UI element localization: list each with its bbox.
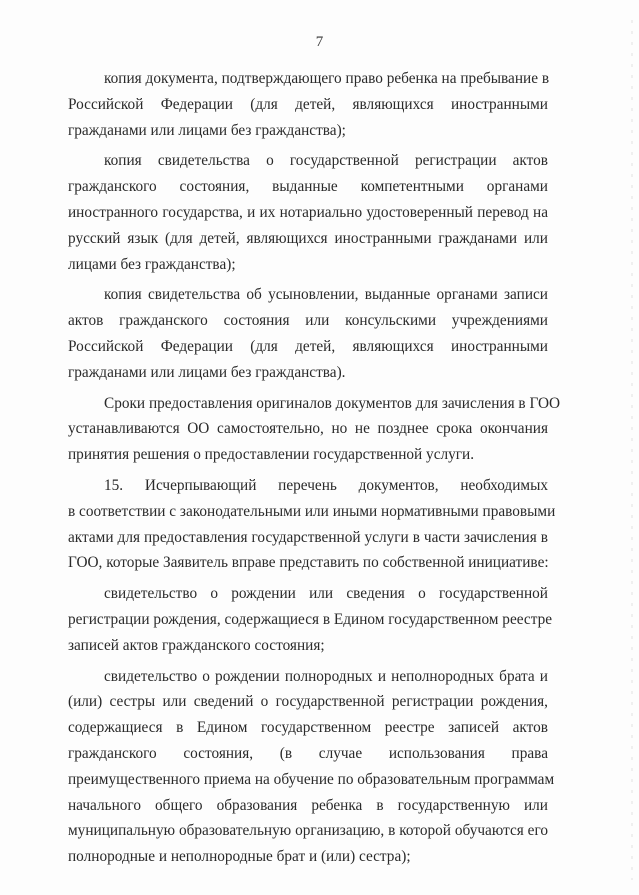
text-line: свидетельство о рождении или сведения о государственной — [104, 585, 548, 603]
page-number: 7 — [315, 34, 324, 50]
document-body — [68, 66, 561, 875]
text-line: гражданами или лицами без гражданства); — [68, 121, 346, 139]
paragraph-sibling-certificate — [68, 664, 555, 870]
text-line: муниципальную образовательную организацию, в которой обучаются его — [68, 822, 548, 840]
paragraph-birth-certificate — [68, 581, 553, 658]
text-line: русский язык (для детей, являющихся иностранными гражданами или — [68, 229, 548, 247]
text-line: свидетельство о рождении полнородных и неполнородных брата и — [104, 667, 548, 685]
text-line: копия свидетельства о государственной регистрации актов — [104, 152, 548, 170]
paragraph-residence-permit — [68, 66, 548, 143]
text-line: записей актов гражданского состояния; — [68, 636, 325, 654]
text-line: гражданского состояния, (в случае использования права — [68, 744, 548, 762]
text-line: преимущественного приема на обучение по образовательным программам — [68, 770, 555, 788]
text-line: начального общего образования ребенка в государственную или — [68, 796, 548, 814]
text-line: регистрации рождения, содержащиеся в Едином государственном реестре — [68, 610, 553, 628]
text-line: копия документа, подтверждающего право ребенка на пребывание в — [104, 70, 550, 87]
text-line: гражданами или лицами без гражданства). — [68, 363, 346, 381]
text-line: актов гражданского состояния или консульскими учреждениями — [68, 312, 548, 330]
text-line: в соответствии с законодательными или иными нормативными правовыми — [68, 502, 556, 520]
text-line: ГОО, которые Заявитель вправе представить по собственной инициативе: — [68, 554, 549, 572]
text-line: принятия решения о предоставлении государственной услуги. — [68, 446, 475, 464]
text-line: Российской Федерации (для детей, являющихся иностранными — [68, 337, 548, 355]
text-line: полнородные и неполнородные брат и (или) сестра); — [68, 848, 411, 866]
text-line: содержащиеся в Едином государственном реестре записей актов — [68, 719, 548, 737]
text-line: копия свидетельства об усыновлении, выданные органами записи — [104, 286, 548, 304]
paragraph-adoption-certificate — [68, 282, 548, 385]
paragraph-foreign-certificate — [68, 148, 548, 277]
text-line: устанавливаются ОО самостоятельно, но не позднее срока окончания — [68, 420, 548, 438]
text-line: лицами без гражданства); — [68, 255, 236, 273]
text-line: Российской Федерации (для детей, являющихся иностранными — [68, 95, 548, 113]
paragraph-original-deadlines — [68, 391, 561, 468]
text-line: 15. Исчерпывающий перечень документов, необходимых — [104, 476, 548, 494]
paragraph-section-15 — [68, 473, 556, 576]
text-line: Сроки предоставления оригиналов документов для зачисления в ГОО — [104, 394, 561, 412]
text-line: иностранного государства, и их нотариально удостоверенный перевод на — [68, 203, 548, 221]
text-line: актами для предоставления государственной услуги в части зачисления в — [68, 528, 548, 546]
scan-edge-artifact — [631, 20, 633, 880]
text-line: (или) сестры или сведений о государственной регистрации рождения, — [68, 693, 548, 711]
text-line: гражданского состояния, выданные компетентными органами — [68, 178, 548, 196]
